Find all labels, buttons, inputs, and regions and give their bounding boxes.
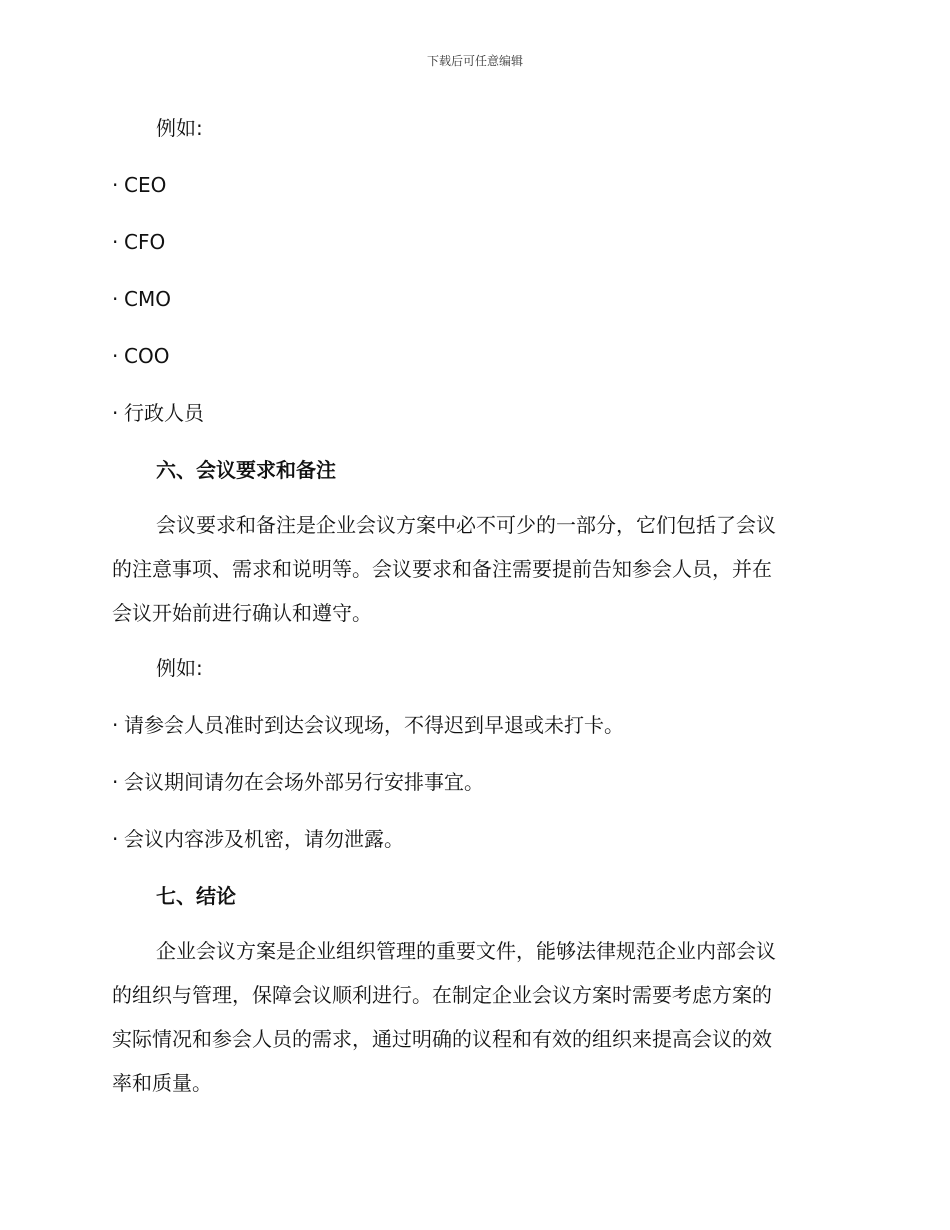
section-heading: 七、结论 <box>156 884 236 908</box>
bullet-icon: · <box>112 713 119 737</box>
list-item <box>112 393 832 433</box>
paragraph-line: 的注意事项、需求和说明等。会议要求和备注需要提前告知参会人员，并在 <box>112 557 772 581</box>
paragraph-line: 会议要求和备注是企业会议方案中必不可少的一部分，它们包括了会议 <box>156 513 776 537</box>
bullet-icon: · <box>112 173 119 197</box>
list-item-text: 会议期间请勿在会场外部另行安排事宜。 <box>124 770 484 794</box>
section-heading: 六、会议要求和备注 <box>156 458 336 482</box>
list-item-text: CFO <box>124 230 166 254</box>
paragraph-line: 的组织与管理，保障会议顺利进行。在制定企业会议方案时需要考虑方案的 <box>112 983 772 1007</box>
list-item <box>112 165 832 205</box>
page-header: 下载后可任意编辑 <box>426 54 523 68</box>
list-item <box>112 705 832 745</box>
paragraph-line: 会议开始前进行确认和遵守。 <box>112 601 372 625</box>
document-body <box>112 108 832 1105</box>
list-item-text: CMO <box>124 287 171 311</box>
example-label: 例如: <box>156 656 203 680</box>
bullet-icon: · <box>112 344 119 368</box>
list-item-text: COO <box>124 344 170 368</box>
list-item-text: 行政人员 <box>124 401 204 425</box>
list-item <box>112 819 832 859</box>
list-item-text: 请参会人员准时到达会议现场，不得迟到早退或未打卡。 <box>124 713 624 737</box>
paragraph-line: 率和质量。 <box>112 1071 212 1095</box>
bullet-icon: · <box>112 230 119 254</box>
list-item <box>112 222 832 262</box>
list-item-text: 会议内容涉及机密，请勿泄露。 <box>124 827 404 851</box>
paragraph-line: 实际情况和参会人员的需求，通过明确的议程和有效的组织来提高会议的效 <box>112 1027 772 1051</box>
bullet-icon: · <box>112 827 119 851</box>
paragraph <box>112 929 832 1105</box>
bullet-icon: · <box>112 770 119 794</box>
paragraph-line: 企业会议方案是企业组织管理的重要文件，能够法律规范企业内部会议 <box>156 939 776 963</box>
bullet-icon: · <box>112 287 119 311</box>
paragraph <box>112 503 832 635</box>
list-item <box>112 279 832 319</box>
list-item <box>112 336 832 376</box>
list-item <box>112 762 832 802</box>
list-item-text: CEO <box>124 173 167 197</box>
bullet-icon: · <box>112 401 119 425</box>
example-label: 例如: <box>156 116 203 140</box>
